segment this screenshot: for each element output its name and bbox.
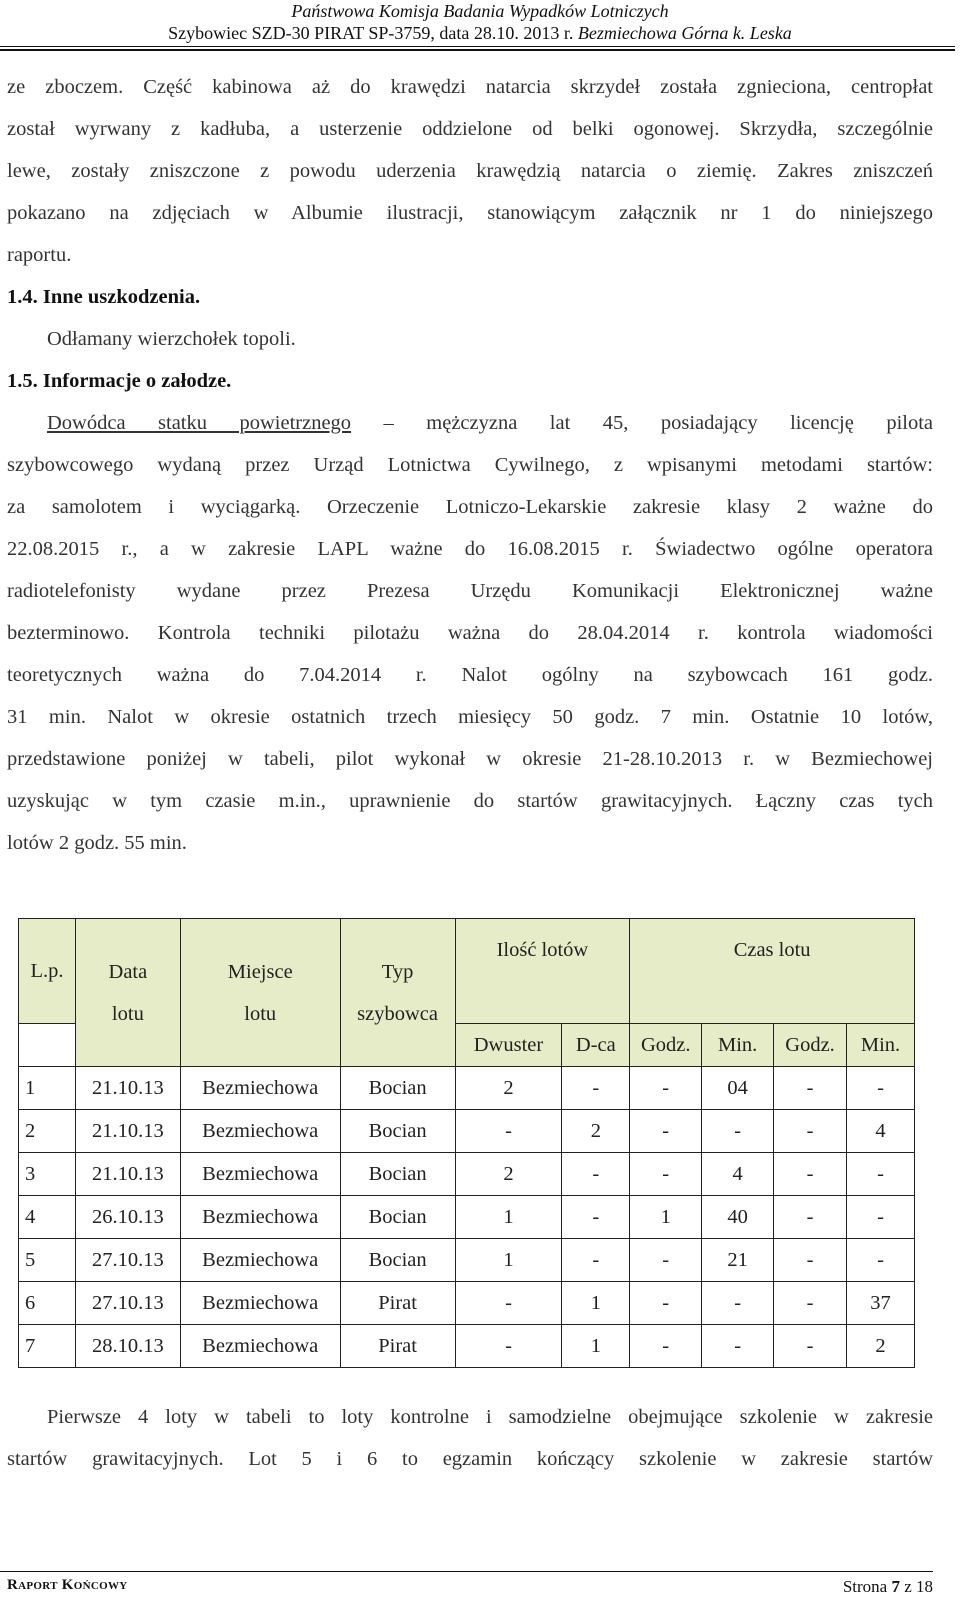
col-header-hours-2: Godz. xyxy=(774,1024,847,1067)
table-cell: 1 xyxy=(19,1067,76,1110)
header-rule xyxy=(0,46,955,47)
table-cell: Bezmiechowa xyxy=(180,1325,340,1368)
table-cell: 27.10.13 xyxy=(75,1282,180,1325)
table-cell: - xyxy=(630,1110,702,1153)
paragraph-line: 22.08.2015 r., a w zakresie LAPL ważne do 16.08.2015 r. Świadectwo ogólne operatora xyxy=(7,538,933,560)
table-cell: 37 xyxy=(847,1282,915,1325)
table-cell: 21 xyxy=(702,1239,774,1282)
table-cell: - xyxy=(847,1239,915,1282)
paragraph-line: Pierwsze 4 loty w tabeli to loty kontrolne i samodzielne obejmujące szkolenie w zakresie xyxy=(47,1406,933,1428)
page-header xyxy=(0,0,960,44)
col-header-place: Miejsce lotu xyxy=(180,919,340,1067)
table-cell: - xyxy=(847,1196,915,1239)
table-cell: - xyxy=(702,1282,774,1325)
header-title: Państwowa Komisja Badania Wypadków Lotniczych xyxy=(291,1,669,21)
paragraph-line: został wyrwany z kadłuba, a usterzenie oddzielone od belki ogonowej. Skrzydła, szczególnie xyxy=(7,118,933,140)
col-header-type: Typ szybowca xyxy=(340,919,455,1067)
table-row xyxy=(19,1282,915,1325)
table-cell: Bocian xyxy=(340,1239,455,1282)
table-cell: - xyxy=(774,1067,847,1110)
col-header-date: Data lotu xyxy=(75,919,180,1067)
table-cell: 1 xyxy=(562,1325,630,1368)
table-row xyxy=(19,1196,915,1239)
col-header-dwuster: Dwuster xyxy=(455,1024,562,1067)
paragraph-line: za samolotem i wyciągarką. Orzeczenie Lotniczo-Lekarskie zakresie klasy 2 ważne do xyxy=(7,496,933,518)
table-cell: Bezmiechowa xyxy=(180,1282,340,1325)
table-row xyxy=(19,1110,915,1153)
paragraph-line: teoretycznych ważna do 7.04.2014 r. Nalot ogólny na szybowcach 161 godz. xyxy=(7,664,933,686)
col-header-hours-1: Godz. xyxy=(630,1024,702,1067)
table-cell: 7 xyxy=(19,1325,76,1368)
table-cell: - xyxy=(562,1196,630,1239)
table-cell: - xyxy=(774,1325,847,1368)
current-page: 7 xyxy=(891,1577,900,1596)
paragraph-line: przedstawione poniżej w tabeli, pilot wykonał w okresie 21-28.10.2013 r. w Bezmiechowej xyxy=(7,748,933,770)
col-header-lp-empty xyxy=(19,1024,76,1067)
table-cell: - xyxy=(455,1325,562,1368)
paragraph-line: radiotelefonisty wydane przez Prezesa Urzędu Komunikacji Elektronicznej ważne xyxy=(7,580,933,602)
table-cell: - xyxy=(562,1239,630,1282)
table-cell: - xyxy=(774,1153,847,1196)
table-cell: 2 xyxy=(455,1067,562,1110)
table-cell: - xyxy=(847,1153,915,1196)
table-cell: 1 xyxy=(455,1196,562,1239)
paragraph-line xyxy=(7,402,933,444)
table-cell: 6 xyxy=(19,1282,76,1325)
total-pages: 18 xyxy=(916,1577,933,1596)
table-cell: 28.10.13 xyxy=(75,1325,180,1368)
table-cell: 5 xyxy=(19,1239,76,1282)
footer-page-number: Strona 7 z 18 xyxy=(842,1577,933,1596)
table-cell: - xyxy=(630,1239,702,1282)
col-header-lp: L.p. xyxy=(19,919,76,1024)
table-cell: - xyxy=(630,1325,702,1368)
table-cell: 2 xyxy=(19,1110,76,1153)
table-cell: - xyxy=(455,1110,562,1153)
after-table-text xyxy=(7,1396,933,1480)
table-cell: Bezmiechowa xyxy=(180,1153,340,1196)
col-header-flight-count: Ilość lotów xyxy=(455,919,630,1024)
table-cell: Bocian xyxy=(340,1196,455,1239)
table-cell: Bocian xyxy=(340,1153,455,1196)
header-subtitle-a: Szybowiec SZD-30 PIRAT SP-3759, data 28.10. 2013 r. xyxy=(168,23,574,43)
header-subtitle-b: Bezmiechowa Górna k. Leska xyxy=(577,23,792,43)
table-cell: 27.10.13 xyxy=(75,1239,180,1282)
table-cell: - xyxy=(630,1282,702,1325)
table-cell: Pirat xyxy=(340,1282,455,1325)
table-cell: Bezmiechowa xyxy=(180,1196,340,1239)
table-cell: 4 xyxy=(702,1153,774,1196)
paragraph-line: uzyskując w tym czasie m.in., uprawnienie do startów grawitacyjnych. Łączny czas tych xyxy=(7,790,933,812)
paragraph-line: pokazano na zdjęciach w Albumie ilustracji, stanowiącym załącznik nr 1 do niniejszego xyxy=(7,202,933,224)
footer-rule xyxy=(0,1571,933,1572)
table-cell: 1 xyxy=(630,1196,702,1239)
table-cell: 1 xyxy=(455,1239,562,1282)
table-cell: Bezmiechowa xyxy=(180,1110,340,1153)
table-cell: - xyxy=(774,1110,847,1153)
table-cell: 1 xyxy=(562,1282,630,1325)
table-cell: - xyxy=(774,1196,847,1239)
table-cell: - xyxy=(702,1110,774,1153)
table-cell: 3 xyxy=(19,1153,76,1196)
table-cell: Pirat xyxy=(340,1325,455,1368)
table-cell: - xyxy=(774,1239,847,1282)
commander-text: – mężczyzna lat 45, posiadający licencję pilota xyxy=(351,412,934,434)
table-cell: Bezmiechowa xyxy=(180,1067,340,1110)
col-header-dca: D-ca xyxy=(562,1024,630,1067)
table-cell: 40 xyxy=(702,1196,774,1239)
footer-report-title: Raport Końcowy xyxy=(7,1577,128,1593)
col-header-flight-time: Czas lotu xyxy=(630,919,915,1024)
table-cell: 21.10.13 xyxy=(75,1067,180,1110)
table-row xyxy=(19,1239,915,1282)
table-cell: 4 xyxy=(847,1110,915,1153)
table-cell: - xyxy=(847,1067,915,1110)
table-cell: - xyxy=(630,1067,702,1110)
table-cell: 2 xyxy=(562,1110,630,1153)
paragraph-line: ze zboczem. Część kabinowa aż do krawędzi natarcia skrzydeł została zgnieciona, centropłat xyxy=(7,76,933,98)
paragraph-line: bezterminowo. Kontrola techniki pilotażu ważna do 28.04.2014 r. kontrola wiadomości xyxy=(7,622,933,644)
header-rule-thick xyxy=(0,49,955,51)
table-cell: 21.10.13 xyxy=(75,1153,180,1196)
table-cell: 2 xyxy=(455,1153,562,1196)
table-cell: Bocian xyxy=(340,1110,455,1153)
table-cell: 21.10.13 xyxy=(75,1110,180,1153)
paragraph-line: lotów 2 godz. 55 min. xyxy=(7,832,187,854)
paragraph-line: startów grawitacyjnych. Lot 5 i 6 to egzamin kończący szkolenie w zakresie startów xyxy=(7,1448,933,1470)
paragraph-line: lewe, zostały zniszczone z powodu uderzenia krawędzią natarcia o ziemię. Zakres zniszczeń xyxy=(7,160,933,182)
table-cell: - xyxy=(562,1067,630,1110)
table-cell: 2 xyxy=(847,1325,915,1368)
section-heading-1-4: 1.4. Inne uszkodzenia. xyxy=(7,286,201,308)
col-header-minutes-2: Min. xyxy=(847,1024,915,1067)
table-cell: 04 xyxy=(702,1067,774,1110)
table-cell: - xyxy=(774,1282,847,1325)
body-text xyxy=(7,66,933,864)
paragraph-line: szybowcowego wydaną przez Urząd Lotnictwa Cywilnego, z wpisanymi metodami startów: xyxy=(7,454,933,476)
table-cell: - xyxy=(562,1153,630,1196)
flights-table xyxy=(18,918,915,1368)
table-cell: 4 xyxy=(19,1196,76,1239)
table-row xyxy=(19,1067,915,1110)
table-cell: - xyxy=(702,1325,774,1368)
table-row xyxy=(19,1325,915,1368)
commander-label: Dowódca statku powietrznego xyxy=(47,412,352,434)
table-cell: 26.10.13 xyxy=(75,1196,180,1239)
paragraph-line: raportu. xyxy=(7,244,72,266)
table-cell: - xyxy=(455,1282,562,1325)
section-1-4-text: Odłamany wierzchołek topoli. xyxy=(47,328,296,350)
table-cell: - xyxy=(630,1153,702,1196)
section-heading-1-5: 1.5. Informacje o załodze. xyxy=(7,370,232,392)
col-header-minutes-1: Min. xyxy=(702,1024,774,1067)
header-subtitle xyxy=(168,22,792,44)
paragraph-line: 31 min. Nalot w okresie ostatnich trzech miesięcy 50 godz. 7 min. Ostatnie 10 lotów, xyxy=(7,706,933,728)
table-row xyxy=(19,1153,915,1196)
table-cell: Bocian xyxy=(340,1067,455,1110)
table-cell: Bezmiechowa xyxy=(180,1239,340,1282)
